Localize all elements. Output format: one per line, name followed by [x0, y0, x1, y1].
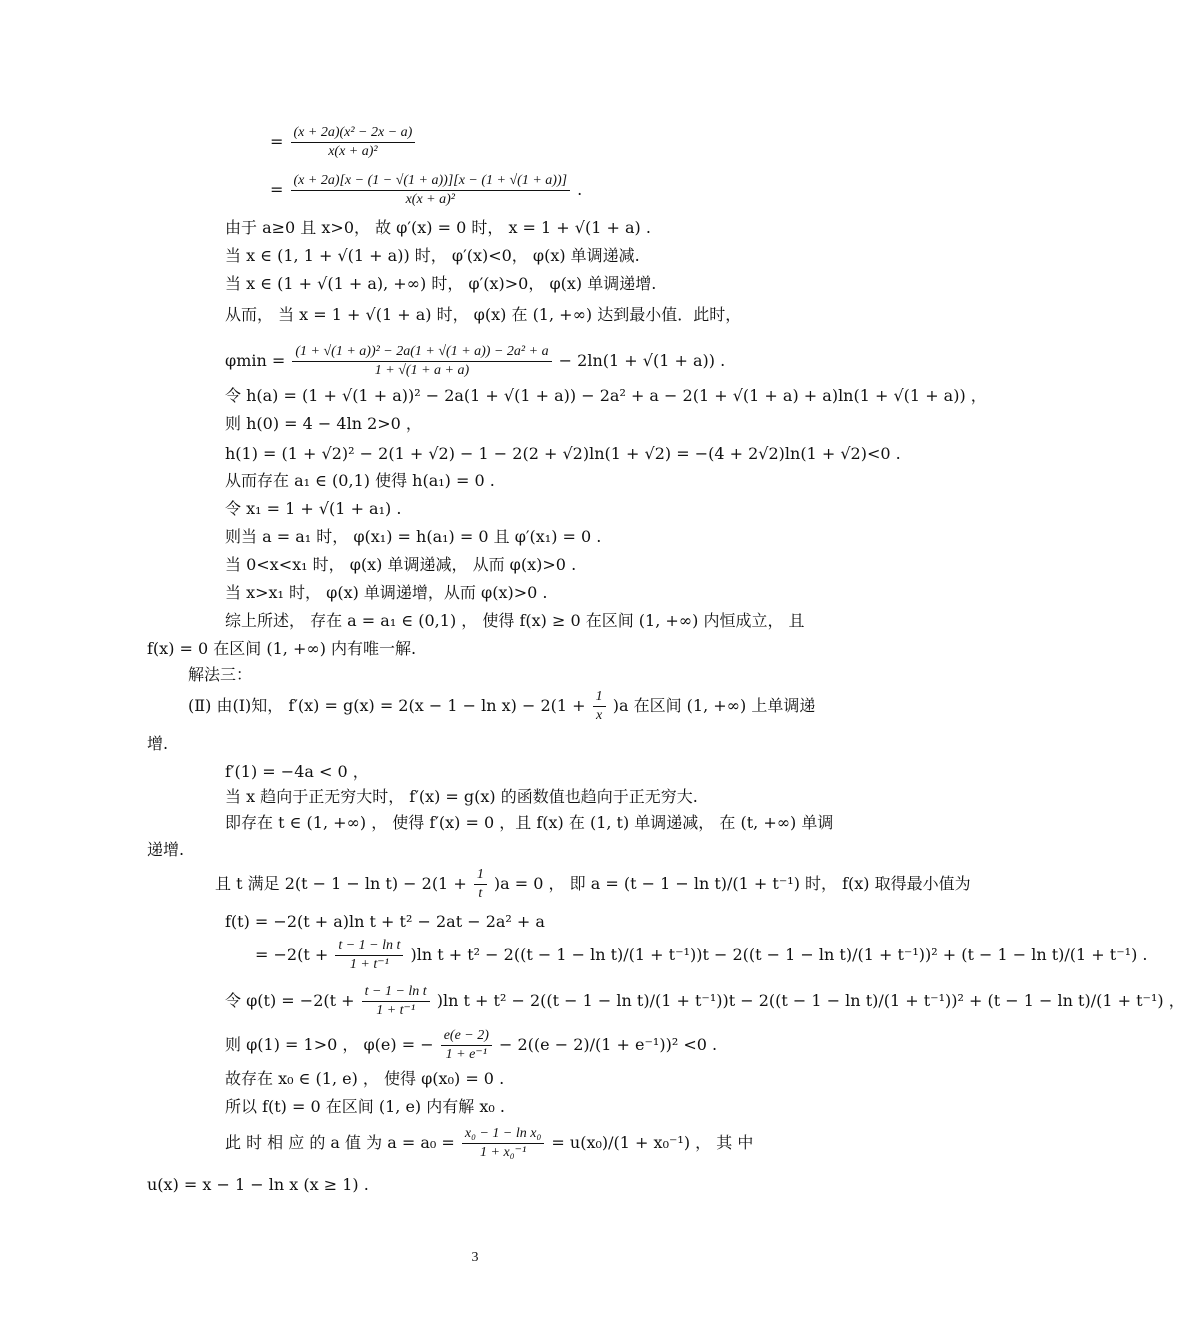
line-prefix: = −2(t + [255, 945, 334, 964]
text-line [225, 1125, 753, 1162]
text-line [188, 688, 815, 725]
line-text: 当 0<x<x₁ 时， φ(x) 单调递减， 从而 φ(x)>0 . [225, 555, 577, 574]
line-text: 从而存在 a₁ ∈ (0,1) 使得 h(a₁) = 0 . [225, 471, 495, 490]
text-line [225, 386, 987, 406]
text-line [225, 583, 547, 603]
line-text: f(x) = 0 在区间 (1, +∞) 内有唯一解. [147, 639, 417, 658]
text-line [225, 414, 422, 434]
line-prefix: = [270, 180, 289, 199]
text-line [225, 444, 901, 464]
text-line [225, 305, 741, 325]
text-line [225, 983, 1185, 1020]
fraction-numerator: t − 1 − ln t [362, 983, 430, 1002]
line-text: 从而， 当 x = 1 + √(1 + a) 时， φ(x) 在 (1, +∞) 达到最小值．此时， [225, 305, 742, 324]
line-prefix: 令 φ(t) = −2(t + [225, 991, 360, 1010]
fraction [593, 688, 606, 725]
text-line [225, 762, 369, 782]
line-text: f(t) = −2(t + a)ln t + t² − 2at − 2a² + a [225, 912, 545, 931]
line-text: 由于 a≥0 且 x>0， 故 φ′(x) = 0 时， x = 1 + √(1 + a) . [225, 218, 651, 237]
line-text: 则当 a = a₁ 时， φ(x₁) = h(a₁) = 0 且 φ′(x₁) = 0 . [225, 527, 602, 546]
line-prefix: 此 时 相 应 的 a 值 为 a = a₀ = [225, 1133, 460, 1152]
fraction [362, 983, 430, 1020]
fraction-numerator: 1 [593, 688, 606, 707]
line-text: u(x) = x − 1 − ln x (x ≥ 1) . [147, 1175, 369, 1194]
fraction-numerator: (x + 2a)(x² − 2x − a) [291, 124, 416, 143]
text-line [225, 527, 601, 547]
text-line [225, 1069, 504, 1089]
line-text: 所以 f(t) = 0 在区间 (1, e) 内有解 x₀ . [225, 1097, 505, 1116]
fraction [474, 866, 487, 903]
line-suffix: )a 在区间 (1, +∞) 上单调递 [607, 696, 816, 715]
fraction [292, 343, 551, 380]
fraction-denominator: 1 + x₀⁻¹ [480, 1145, 527, 1160]
text-line [225, 1097, 505, 1117]
text-line [147, 639, 416, 659]
line-prefix: φmin = [225, 351, 291, 370]
text-line [270, 124, 417, 161]
text-line [270, 172, 582, 209]
fraction-denominator: x(x + a)² [328, 144, 378, 159]
line-text: 则 h(0) = 4 − 4ln 2>0 ， [225, 414, 422, 433]
fraction [291, 124, 416, 161]
line-suffix: . [572, 180, 583, 199]
fraction-denominator: 1 + t⁻¹ [349, 957, 389, 972]
text-line [188, 665, 252, 685]
text-line [225, 611, 805, 631]
text-line [225, 1027, 717, 1064]
line-text: 令 h(a) = (1 + √(1 + a))² − 2a(1 + √(1 + a)) − 2a² + a − 2(1 + √(1 + a) + a)ln(1 + √(1 + a)) ， [225, 386, 987, 405]
text-line [147, 840, 184, 860]
fraction [462, 1125, 544, 1162]
line-text: 递增. [147, 840, 185, 859]
line-text: h(1) = (1 + √2)² − 2(1 + √2) − 1 − 2(2 + √2)ln(1 + √2) = −(4 + 2√2)ln(1 + √2)<0 . [225, 444, 901, 463]
line-text: 当 x ∈ (1, 1 + √(1 + a)) 时， φ′(x)<0， φ(x) 单调递减. [225, 246, 640, 265]
line-text: 解法三： [188, 665, 253, 684]
fraction-denominator: 1 + t⁻¹ [376, 1003, 416, 1018]
fraction-denominator: 1 + √(1 + a + a) [374, 363, 470, 378]
fraction-denominator: 1 + e⁻¹ [445, 1047, 487, 1062]
line-prefix: 则 φ(1) = 1>0 ， φ(e) = − [225, 1035, 439, 1054]
text-line [225, 499, 401, 519]
line-text: 增. [147, 734, 169, 753]
text-line [225, 218, 651, 238]
fraction-numerator: (1 + √(1 + a))² − 2a(1 + √(1 + a)) − 2a² + a [292, 343, 551, 362]
text-line [225, 912, 545, 932]
line-text: 即存在 t ∈ (1, +∞) ， 使得 f′(x) = 0 ，且 f(x) 在 (1, t) 单调递减， 在 (t, +∞) 单调 [225, 813, 834, 832]
text-line [225, 471, 495, 491]
line-prefix: = [270, 132, 289, 151]
line-text: 故存在 x₀ ∈ (1, e) ， 使得 φ(x₀) = 0 . [225, 1069, 505, 1088]
line-suffix: )ln t + t² − 2((t − 1 − ln t)/(1 + t⁻¹))t − 2((t − 1 − ln t)/(1 + t⁻¹))² + (t − 1 − ln t)/(1 + t⁻¹) . [405, 945, 1148, 964]
text-line [225, 555, 576, 575]
line-text: 当 x 趋向于正无穷大时， f′(x) = g(x) 的函数值也趋向于正无穷大. [225, 787, 698, 806]
line-text: 综上所述， 存在 a = a₁ ∈ (0,1) ， 使得 f(x) ≥ 0 在区间 (1, +∞) 内恒成立， 且 [225, 611, 805, 630]
line-suffix: = u(x₀)/(1 + x₀⁻¹) ， 其 中 [546, 1133, 754, 1152]
fraction-numerator: 1 [474, 866, 487, 885]
text-line [225, 787, 698, 807]
text-line [215, 866, 971, 903]
line-prefix: (Ⅱ) 由(Ⅰ)知， f′(x) = g(x) = 2(x − 1 − ln x) − 2(1 + [188, 696, 591, 715]
page-number: 3 [471, 1250, 479, 1265]
fraction [291, 172, 571, 209]
fraction-numerator: e(e − 2) [441, 1027, 492, 1046]
fraction-numerator: (x + 2a)[x − (1 − √(1 + a))][x − (1 + √(1 + a))] [291, 172, 571, 191]
fraction-denominator: t [478, 886, 483, 901]
fraction-denominator: x(x + a)² [405, 192, 455, 207]
line-text: 当 x ∈ (1 + √(1 + a), +∞) 时， φ′(x)>0， φ(x) 单调递增. [225, 274, 657, 293]
fraction [441, 1027, 492, 1064]
line-text: 令 x₁ = 1 + √(1 + a₁) . [225, 499, 402, 518]
text-line [225, 813, 833, 833]
line-suffix: )ln t + t² − 2((t − 1 − ln t)/(1 + t⁻¹))t − 2((t − 1 − ln t)/(1 + t⁻¹))² + (t − 1 − ln t)/(1 + t⁻¹) ， [431, 991, 1185, 1010]
text-line [225, 274, 656, 294]
line-suffix: − 2ln(1 + √(1 + a)) . [553, 351, 726, 370]
line-suffix: − 2((e − 2)/(1 + e⁻¹))² <0 . [493, 1035, 718, 1054]
fraction-denominator: x [596, 708, 603, 723]
text-line [147, 1175, 369, 1195]
text-line [147, 734, 168, 754]
line-text: f′(1) = −4a < 0 ， [225, 762, 369, 781]
line-suffix: )a = 0 ， 即 a = (t − 1 − ln t)/(1 + t⁻¹) 时， f(x) 取得最小值为 [488, 874, 971, 893]
line-text: 当 x>x₁ 时， φ(x) 单调递增，从而 φ(x)>0 . [225, 583, 548, 602]
fraction-numerator: t − 1 − ln t [335, 937, 403, 956]
text-line [225, 246, 640, 266]
line-prefix: 且 t 满足 2(t − 1 − ln t) − 2(1 + [215, 874, 472, 893]
fraction-numerator: x₀ − 1 − ln x₀ [462, 1125, 544, 1144]
fraction [335, 937, 403, 974]
text-line [255, 937, 1148, 974]
text-line [225, 343, 725, 380]
